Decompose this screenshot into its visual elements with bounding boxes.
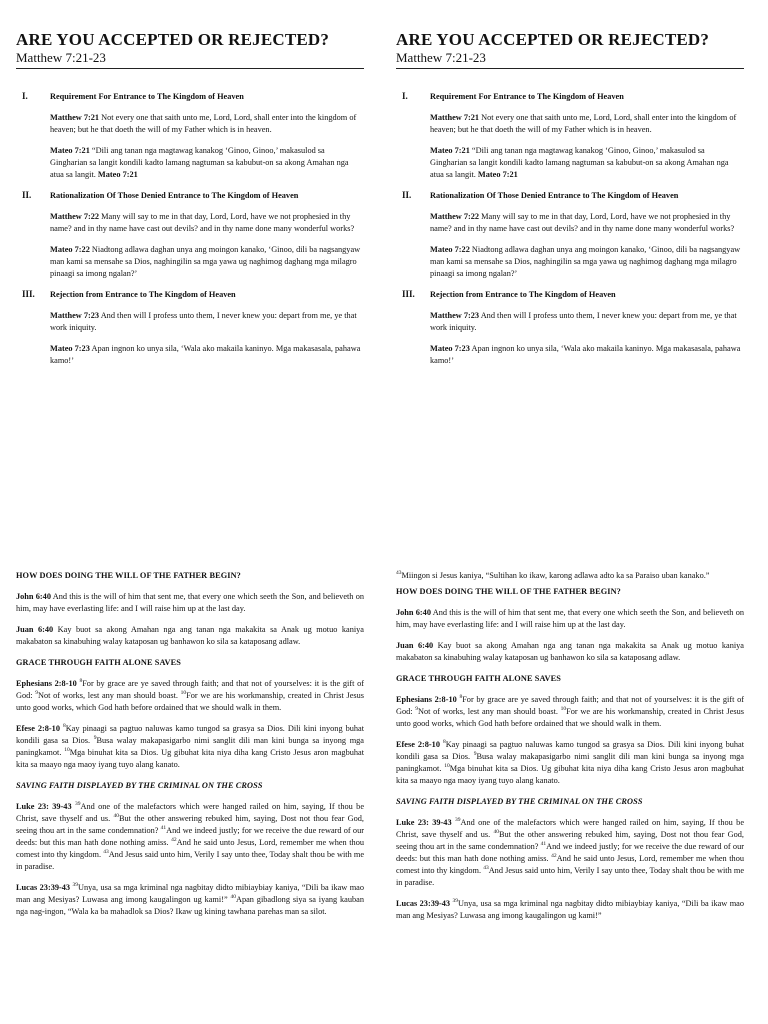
verse-number: 41 [540,841,547,848]
verse-number: 39 [452,898,458,905]
verse-text: And we indeed justly; for we receive the due reward of our deeds: but this man hath done nothing amiss. [16,826,364,847]
verse-text: And he said unto Jesus, Lord, remember me when thou comest into thy kingdom. [396,854,744,875]
verse [50,112,364,136]
verse-luke [396,817,744,889]
verse-john [16,591,364,615]
left-study-column [16,570,364,927]
verse [50,310,364,334]
verse-text: Busa walay makapasigarbo nimi sanglit dili man kini bunga sa inyong mga paningkamot. [396,752,744,773]
verse-number: 8 [442,739,446,746]
verse-ref: Mateo 7:21 [50,146,90,155]
section-number: III. [402,289,415,299]
verse-number: 40 [113,813,119,820]
verse-number: 9 [473,751,477,758]
verse-text: “Dili ang tanan nga magtawag kanakog ‘Ginoo, Ginoo,’ makasulod sa Gingharian sa langit kondili kadto lamang nagtuman sa kabubut-on sa akong Amahan nga atua sa langit. [50,146,349,179]
verse-ref: Juan 6:40 [396,641,434,650]
section-heading: Requirement For Entrance to The Kingdom of Heaven [50,92,244,101]
verse-number: 10 [560,706,567,713]
verse-text: And he said unto Jesus, Lord, remember me when thou comest into thy kingdom. [16,838,364,859]
verse-ref: Luke 23: 39-43 [396,818,452,827]
heading-grace: GRACE THROUGH FAITH ALONE SAVES [16,658,181,667]
verse-text: And this is the will of him that sent me, that every one which seeth the Son, and believeth on him, may have everlasting life: and I will raise him up at the last day. [396,608,744,629]
verse-number: 9 [35,690,39,697]
verse-text: But the other answering rebuked him, saying, Dost not thou fear God, seeing thou art in the same condemnation? [396,830,744,851]
verse [430,343,744,367]
verse-ref: Mateo 7:23 [430,344,470,353]
verse-text: Kay pinaagi sa pagtuo naluwas kamo tungod sa grasya sa Dios. Dili kini inyong buhat kondili gasa sa Dios. [16,724,364,745]
section-heading: Rejection from Entrance to The Kingdom of Heaven [50,290,236,299]
section-2 [396,190,744,280]
heading-will-of-father: HOW DOES DOING THE WILL OF THE FATHER BEGIN? [16,571,241,580]
verse-ref: Mateo 7:22 [430,245,470,254]
section-heading: Rationalization Of Those Denied Entrance to The Kingdom of Heaven [430,191,679,200]
verse-number: 9 [415,706,419,713]
heading-grace: GRACE THROUGH FAITH ALONE SAVES [396,674,561,683]
verse [50,145,364,181]
verse-text: Apan ingnon ko unya sila, ‘Wala ako makaila kaninyo. Mga makasasala, pahawa kamo!’ [430,344,741,365]
verse [430,145,744,181]
verse [430,310,744,334]
verse-text: Kay buot sa akong Amahan nga ang tanan nga makakita sa Anak ug motuo kaniya makabaton sa kinabuhing walay kataposan ug banhawon ko sila sa kataposang adlaw. [16,625,364,646]
section-number: II. [22,190,32,200]
verse-text: And then will I profess unto them, I never knew you: depart from me, ye that work iniquity. [430,311,737,332]
verse-ref: Matthew 7:23 [50,311,100,320]
verse-ref: Mateo 7:22 [50,245,90,254]
heading-will-of-father: HOW DOES DOING THE WILL OF THE FATHER BEGIN? [396,587,621,596]
verse-ref: Efese 2:8-10 [16,724,60,733]
verse-text: Not of works, lest any man should boast. [38,691,181,700]
verse-number: 40 [230,894,236,901]
verse-lucas-43 [396,570,744,582]
section-heading: Rationalization Of Those Denied Entrance to The Kingdom of Heaven [50,191,299,200]
section-heading: Rejection from Entrance to The Kingdom of Heaven [430,290,616,299]
verse-ref: Lucas 23:39-43 [16,883,71,892]
verse-ref: Efese 2:8-10 [396,740,440,749]
verse-text: Not of works, lest any man should boast. [418,707,561,716]
page-subtitle: Matthew 7:21-23 [396,50,744,69]
verse-tail-ref: Mateo 7:21 [95,170,138,179]
verse-ref: Matthew 7:21 [50,113,100,122]
section-number: II. [402,190,412,200]
verse-ephesians [396,694,744,730]
verse-text: Mga binuhat kita sa Dios. Ug gibuhat kita niya diha kang Cristo Jesus aron magbuhat kita sa maayo nga maoy iyang tuyo alang kanato. [396,764,744,785]
verse-ref: Luke 23: 39-43 [16,802,72,811]
verse-text: And we indeed justly; for we receive the due reward of our deeds: but this man hath done nothing amiss. [396,842,744,863]
verse [430,244,744,280]
verse-ref: Mateo 7:23 [50,344,90,353]
verse-ref: Juan 6:40 [16,625,54,634]
verse-text: Unya, usa sa mga kriminal nga nagbitay didto mibiaybiay kaniya, “Dili ba ikaw mao man ang Mesiyas? Luwasa ang imong kaugalingon ug kami!” [16,883,364,904]
verse-text: And one of the malefactors which were hanged railed on him, saying, If thou be Christ, save thyself and us. [16,802,365,823]
verse [430,112,744,136]
heading-criminal: SAVING FAITH DISPLAYED BY THE CRIMINAL ON THE CROSS [396,797,643,806]
section-1 [16,91,364,181]
verse [50,244,364,280]
verse-text: But the other answering rebuked him, saying, Dost not thou fear God, seeing thou art in the same condemnation? [16,814,364,835]
page-title: ARE YOU ACCEPTED OR REJECTED? [396,30,710,49]
verse-number: 8 [459,694,463,701]
verse-text: And Jesus said unto him, Verily I say unto thee, Today shalt thou be with me in paradise. [396,866,744,887]
verse-number: 39 [454,817,461,824]
verse-number: 8 [62,723,66,730]
verse-text: And then will I profess unto them, I never knew you: depart from me, ye that work iniquity. [50,311,357,332]
verse-text: For by grace are ye saved through faith; and that not of yourselves: it is the gift of God: [16,679,364,700]
verse-text: Niadtong adlawa daghan unya ang moingon kanako, ‘Ginoo, dili ba nagsangyaw man kami sa mensahe sa Dios, naghingilin sa mga yawa ug naghimog daghang mga milagro pinaagi sa imong ngalan?’ [430,245,741,278]
verse-ref: Lucas 23:39-43 [396,899,451,908]
verse-text: Many will say to me in that day, Lord, Lord, have we not prophesied in thy name? and in thy name have cast out devils? and in thy name done many wonderful works? [430,212,735,233]
verse [50,343,364,367]
section-3 [396,289,744,367]
verse-number: 39 [72,882,78,889]
verse-luke [16,801,364,873]
section-number: I. [22,91,28,101]
verse [50,211,364,235]
verse-juan [396,640,744,664]
verse-ref: Matthew 7:22 [430,212,480,221]
verse-text: And one of the malefactors which were hanged railed on him, saying, If thou be Christ, save thyself and us. [396,818,745,839]
section-2 [16,190,364,280]
verse-number: 42 [551,853,557,860]
verse-number: 43 [103,849,109,856]
verse-text: Apan ingnon ko unya sila, ‘Wala ako makaila kaninyo. Mga makasasala, pahawa kamo!’ [50,344,361,365]
verse-ref: Matthew 7:22 [50,212,100,221]
verse-text: Unya, usa sa mga kriminal nga nagbitay didto mibiaybiay kaniya, “Dili ba ikaw mao man ang Mesiyas? Luwasa ang imong kaugalingon ug kami!” [396,899,744,920]
verse-john [396,607,744,631]
verse-number: 40 [493,829,499,836]
verse-number: 10 [444,763,450,770]
verse-ref: John 6:40 [396,608,431,617]
verse-ref: Matthew 7:21 [430,113,480,122]
verse-ref: Matthew 7:23 [430,311,480,320]
verse-text: For we are his workmanship, created in Christ Jesus unto good works, which God hath before ordained that we should walk in them. [396,707,744,728]
section-3 [16,289,364,367]
verse-number: 10 [180,690,187,697]
section-number: I. [402,91,408,101]
verse-efese [16,723,364,771]
verse-text: And Jesus said unto him, Verily I say unto thee, Today shalt thou be with me in paradise. [16,850,364,871]
verse-text: Niadtong adlawa daghan unya ang moingon kanako, ‘Ginoo, dili ba nagsangyaw man kami sa mensahe sa Dios, naghingilin sa mga yawa ug naghimog daghang mga milagro pinaagi sa imong ngalan?’ [50,245,361,278]
verse-text: Not every one that saith unto me, Lord, Lord, shall enter into the kingdom of heaven; but he that doeth the will of my Father which is in heaven. [430,113,737,134]
verse [430,211,744,235]
verse-text: Not every one that saith unto me, Lord, Lord, shall enter into the kingdom of heaven; but he that doeth the will of my Father which is in heaven. [50,113,357,134]
verse-number: 39 [74,801,81,808]
verse-efese [396,739,744,787]
verse-number: 10 [64,747,70,754]
verse-text: Miingon si Jesus kaniya, “Sultihan ko ikaw, karong adlawa adto ka sa Paraiso uban kanako.” [401,571,710,580]
verse-text: And this is the will of him that sent me, that every one which seeth the Son, and believeth on him, may have everlasting life: and I will raise him up at the last day. [16,592,364,613]
verse-text: Many will say to me in that day, Lord, Lord, have we not prophesied in thy name? and in thy name have cast out devils? and in thy name done many wonderful works? [50,212,355,233]
verse-text: Apan gibadlong siya sa iyang kauban nga nag-ingon, “Wala ka ba mahadlok sa Dios? Ikaw ug kining tawhana parehas man sa silot. [16,895,364,916]
verse-text: For we are his workmanship, created in Christ Jesus unto good works, which God hath before ordained that we should walk in them. [16,691,364,712]
verse-ref: Mateo 7:21 [430,146,470,155]
verse-number: 43 [483,865,489,872]
section-heading: Requirement For Entrance to The Kingdom of Heaven [430,92,624,101]
verse-text: “Dili ang tanan nga magtawag kanakog ‘Ginoo, Ginoo,’ makasulod sa Gingharian sa langit kondili kadto lamang nagtuman sa kabubut-on sa akong Amahan nga atua sa langit. [430,146,729,179]
verse-lucas [16,882,364,918]
page-title: ARE YOU ACCEPTED OR REJECTED? [16,30,330,49]
verse-ephesians [16,678,364,714]
verse-number: 9 [93,735,97,742]
verse-number: 43 [396,570,402,577]
verse-lucas [396,898,744,922]
verse-juan [16,624,364,648]
section-1 [396,91,744,181]
verse-text: Kay buot sa akong Amahan nga ang tanan nga makakita sa Anak ug motuo kaniya makabaton sa kinabuhing walay kataposan ug banhawon ko sila sa kataposang adlaw. [396,641,744,662]
verse-text: Kay pinaagi sa pagtuo naluwas kamo tungod sa grasya sa Dios. Dili kini inyong buhat kondili gasa sa Dios. [396,740,744,761]
verse-number: 8 [79,678,83,685]
page-subtitle: Matthew 7:21-23 [16,50,364,69]
verse-text: Busa walay makapasigarbo nimi sanglit dili man kini bunga sa inyong mga paningkamot. [16,736,364,757]
verse-text: For by grace are ye saved through faith; and that not of yourselves: it is the gift of God: [396,695,744,716]
verse-number: 42 [171,837,177,844]
verse-ref: Ephesians 2:8-10 [16,679,77,688]
verse-tail-ref: Mateo 7:21 [475,170,518,179]
heading-criminal: SAVING FAITH DISPLAYED BY THE CRIMINAL ON THE CROSS [16,781,263,790]
left-outline-column [16,30,364,376]
verse-ref: John 6:40 [16,592,51,601]
verse-number: 41 [160,825,167,832]
right-study-column [396,570,744,931]
verse-ref: Ephesians 2:8-10 [396,695,457,704]
section-number: III. [22,289,35,299]
right-outline-column [396,30,744,376]
verse-text: Mga binuhat kita sa Dios. Ug gibuhat kita niya diha kang Cristo Jesus aron magbuhat kita sa maayo nga maoy iyang tuyo alang kanato. [16,748,364,769]
